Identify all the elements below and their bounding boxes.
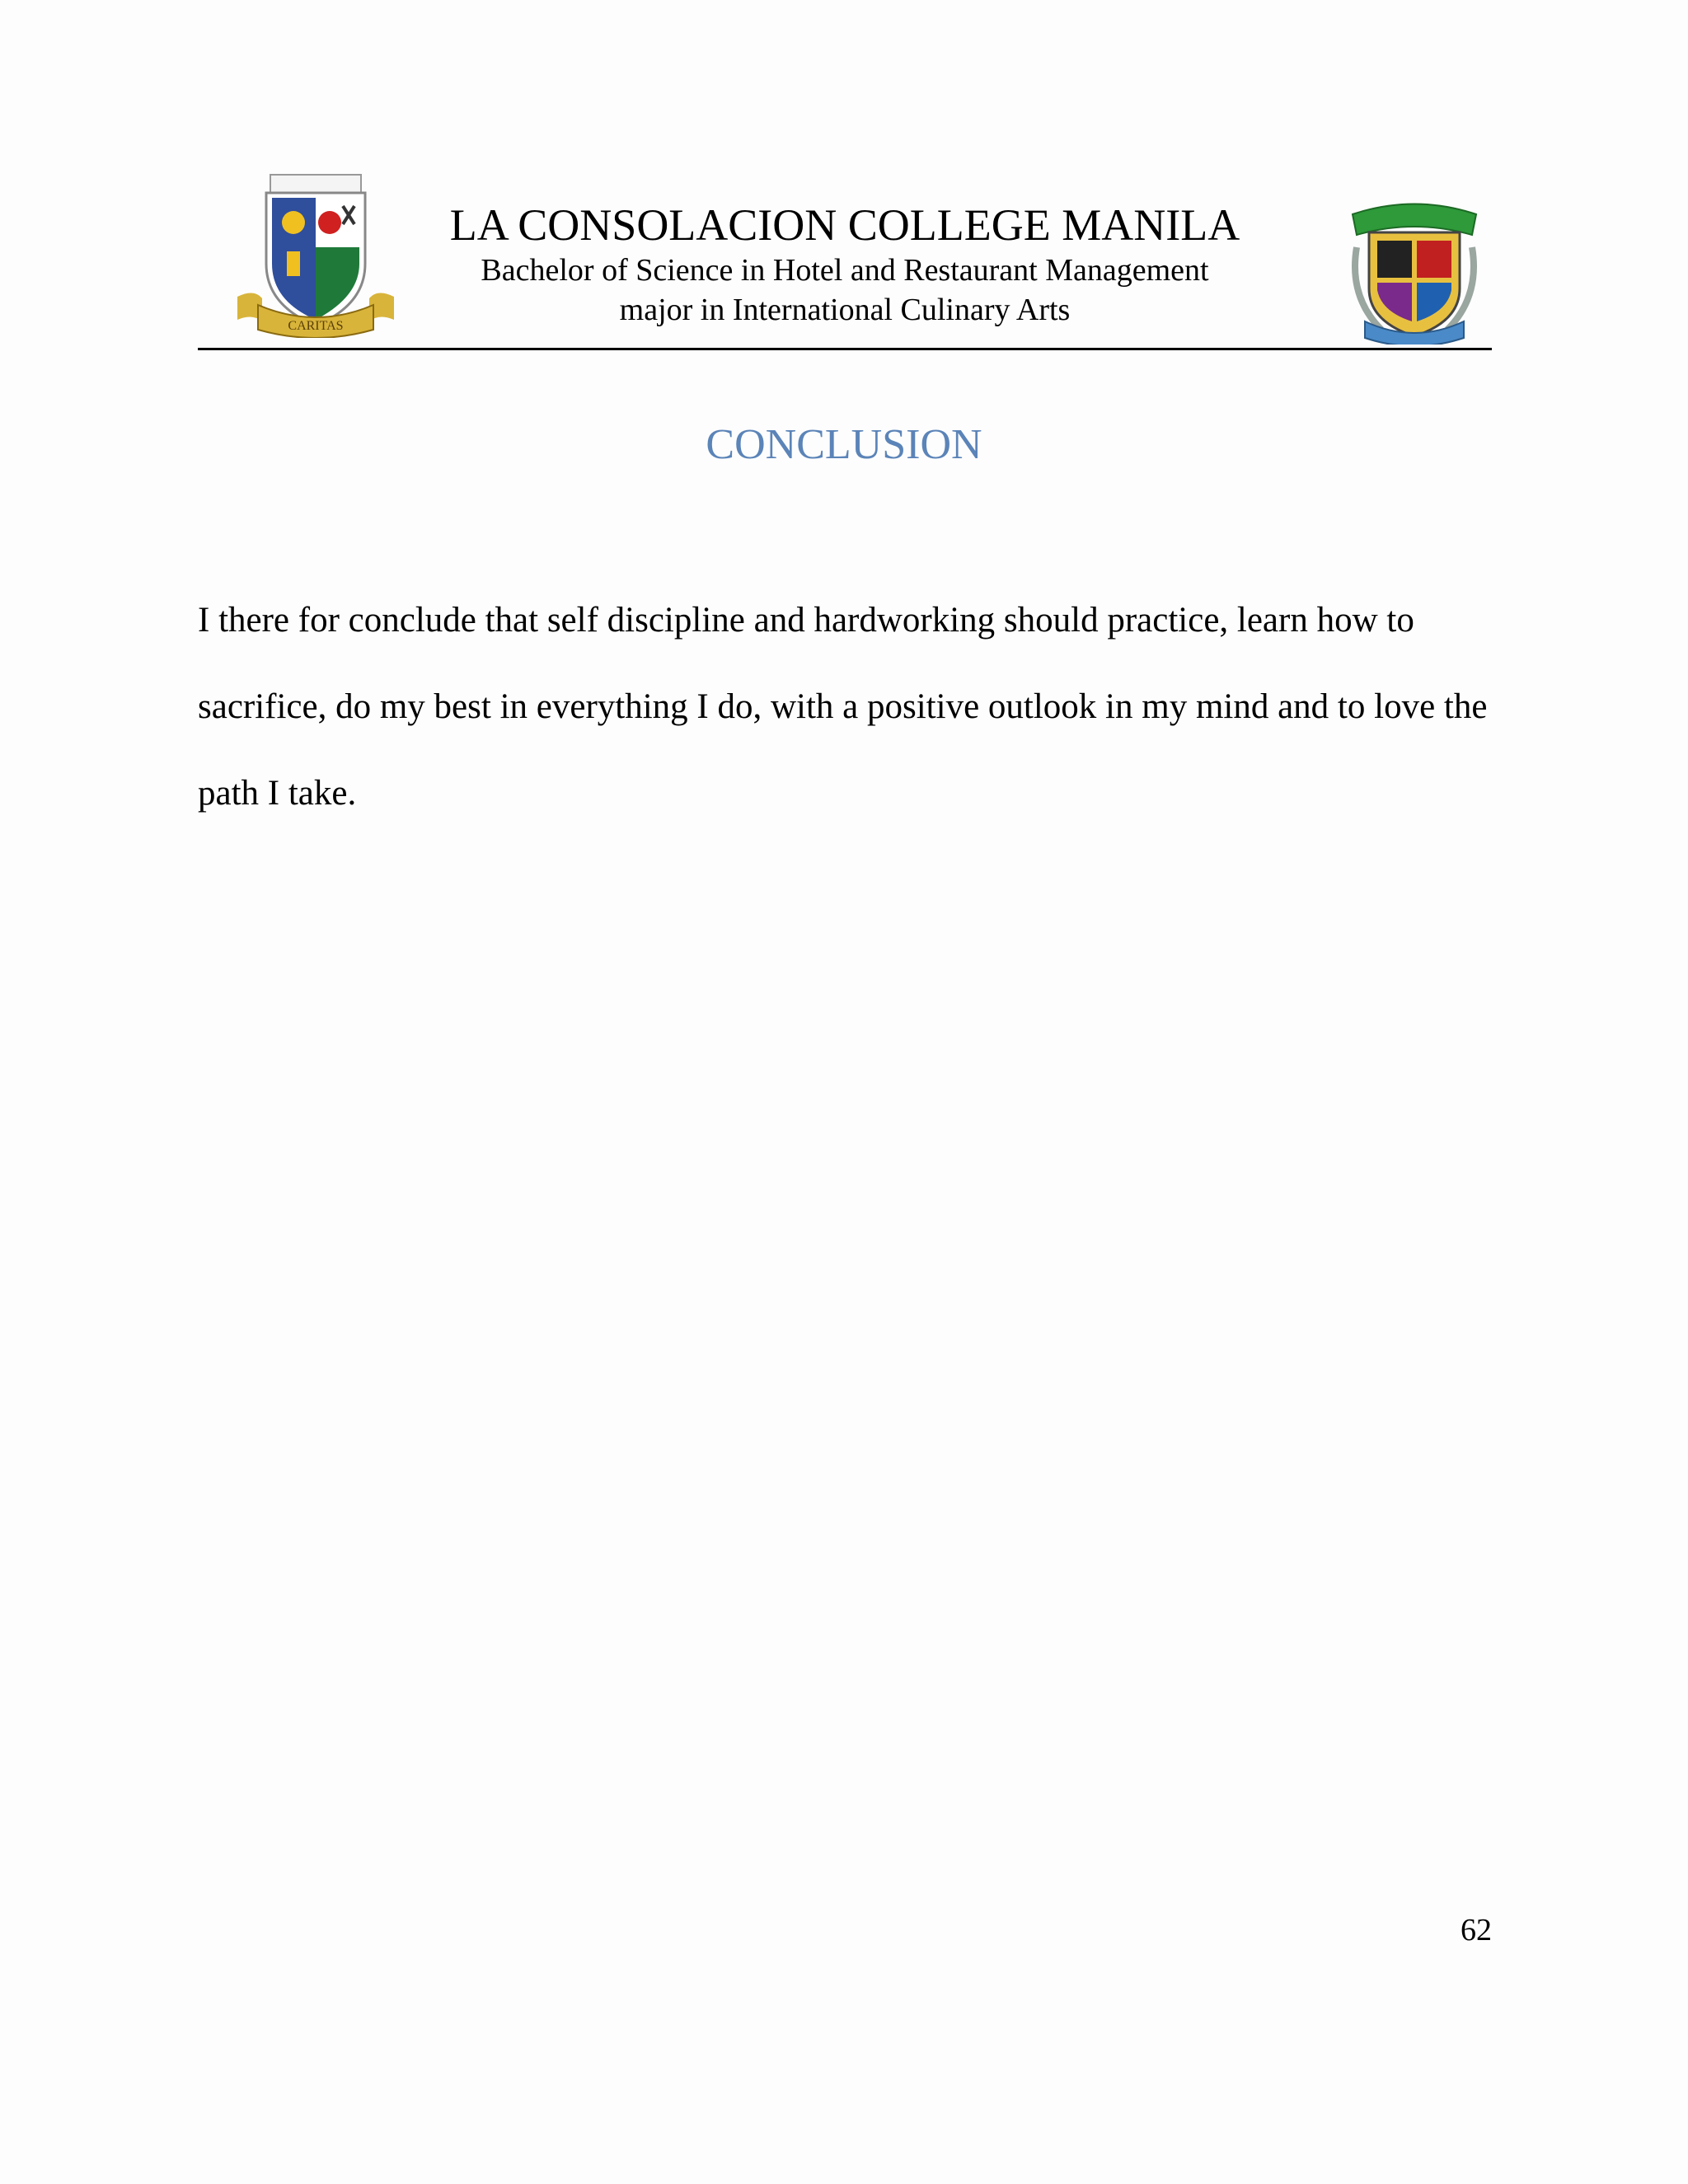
program-line-1: Bachelor of Science in Hotel and Restaurant Management xyxy=(481,253,1209,288)
program-line-2: major in International Culinary Arts xyxy=(619,293,1071,327)
header-text-block xyxy=(198,199,1492,330)
section-title: CONCLUSION xyxy=(706,421,982,468)
document-header xyxy=(198,165,1492,350)
college-name: LA CONSOLACION COLLEGE MANILA xyxy=(449,200,1240,250)
crest-ribbon-text: CARITAS xyxy=(288,319,344,333)
body-paragraph: I there for conclude that self discipline and hardworking should practice, learn how to sacrifice, do my best in everything I do, with a positive outlook in my mind and to love the path I take. xyxy=(198,601,1488,813)
page-number: 62 xyxy=(1461,1913,1492,1947)
department-crest-icon xyxy=(1348,198,1480,344)
